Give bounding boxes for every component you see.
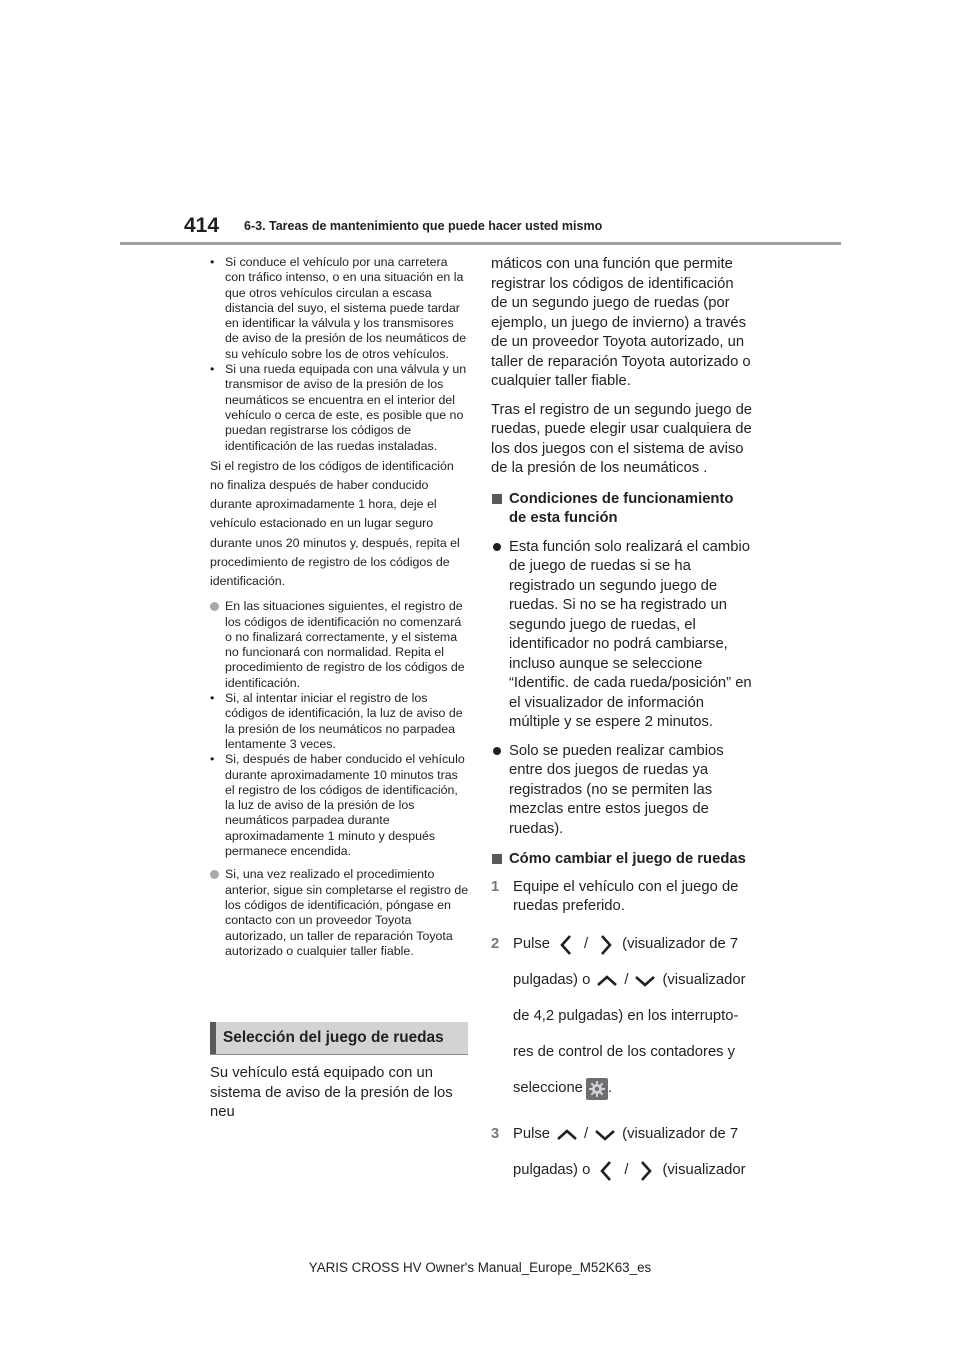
note-text: Si, una vez realizado el procedimiento anterior, sigue sin completarse el registro de los códigos de identificación, póngase en contacto con un proveedor Toyota autorizado, un taller de reparación Toyota autorizado o cualquier taller fiable. [225, 867, 469, 958]
paragraph-line: durante aproximadamente 1 hora, deje el [210, 497, 437, 512]
chevron-up-icon [595, 969, 619, 993]
footer: YARIS CROSS HV Owner's Manual_Europe_M52K63_es [308, 1260, 652, 1275]
paragraph-line: no finaliza después de haber conducido [210, 478, 429, 493]
chevron-left-icon [595, 1159, 619, 1183]
chevron-left-icon [555, 933, 579, 957]
subheading: Cómo cambiar el juego de ruedas [491, 850, 753, 870]
page-number: 414 [184, 214, 220, 237]
section-header: 6-3. Tareas de mantenimiento que puede hacer usted mismo [244, 219, 603, 233]
paragraph-line: identificación. [210, 574, 286, 589]
square-bullet-icon [492, 494, 502, 504]
settings-gear-icon [586, 1078, 608, 1100]
chevron-up-icon [555, 1123, 579, 1147]
left-column [210, 255, 470, 959]
paragraph-line: vehículo estacionado en un lugar seguro [210, 516, 434, 531]
list-item: • Si conduce el vehículo por una carretera con tráfico intenso, o en una situación en la que otros vehículos circulan a escasa distancia del suyo, el sistema puede tardar en identificar la válvula y los transmisores de aviso de la presión de los neumáticos de su vehículo sobre los de otros vehículos. [210, 255, 470, 362]
note-paragraph [210, 867, 470, 959]
paragraph-line: Si el registro de los códigos de identificación [210, 458, 454, 473]
bullet-icon [493, 747, 501, 755]
heading-bar [210, 1022, 216, 1054]
paragraph-line: durante unos 20 minutos y, después, repita el [210, 535, 460, 550]
paragraph: Tras el registro de un segundo juego de ruedas, puede elegir usar cualquiera de los dos juegos con el sistema de aviso de la presión de los neumáticos . [491, 401, 753, 476]
subheading: Condiciones de funcionamiento de esta función [491, 490, 753, 529]
chevron-down-icon [593, 1123, 617, 1147]
bullet-icon [493, 543, 501, 551]
section-heading [210, 1022, 468, 1055]
note-paragraph [210, 599, 470, 691]
list-item: • Si, después de haber conducido el vehículo durante aproximadamente 10 minutos tras el registro de los códigos de identificación, la luz de aviso de la presión de los neumáticos parpadea durante aproximadamente 1 minuto y después permanece encendida. [210, 752, 470, 859]
chevron-down-icon [633, 969, 657, 993]
intro-continuation [491, 255, 753, 392]
list-item: • Si, al intentar iniciar el registro de los códigos de identificación, la luz de aviso de la presión de los neumáticos no parpadea lentamente 3 veces. [210, 691, 470, 752]
intro-continuation-text: máticos con una función que permite registrar los códigos de identificación de un segundo juego de ruedas (por ejemplo, un juego de invierno) a través de un proveedor Toyota autorizado, un taller de reparación Toyota autorizado o cualquier taller fiable. [491, 256, 751, 389]
heading-text: Selección del juego de ruedas [223, 1029, 444, 1046]
step-2: 2 Pulse / (visualizador de 7 pulgadas) o / (visualizador de 4,2 pulgadas) en los interrupto- res de control de los contadores y seleccione . [491, 927, 753, 1107]
list-item: • Si una rueda equipada con una válvula y un transmisor de aviso de la presión de los neumáticos se encuentra en el interior del vehículo o cerca de este, es posible que no puedan registrarse los códigos de identificación de las ruedas instaladas. [210, 362, 470, 454]
paragraph-line: procedimiento de registro de los códigos de [210, 554, 450, 569]
note-bullet-icon [210, 870, 219, 879]
header-rule [120, 242, 841, 245]
note-bullet-icon [210, 602, 219, 611]
registration-paragraph [210, 457, 470, 591]
chevron-right-icon [593, 933, 617, 957]
list-item: Solo se pueden realizar cambios entre dos juegos de ruedas ya registrados (no se permiten las mezclas entre estos juegos de ruedas). [491, 742, 753, 840]
intro-paragraph: Su vehículo está equipado con un sistema de aviso de la presión de los neu [210, 1065, 453, 1120]
chevron-right-icon [633, 1159, 657, 1183]
step-3: 3 Pulse / (visualizador de 7 pulgadas) o / (visualizador [491, 1117, 753, 1189]
note-text: En las situaciones siguientes, el registro de los códigos de identificación no comenzará o no finalizará correctamente, y el sistema no funcionará con normalidad. Repita el procedimiento de registro de los códigos de identificación. [225, 599, 465, 690]
list-item: Esta función solo realizará el cambio de juego de ruedas si se ha registrado un segundo juego de ruedas. Si no se ha registrado un segundo juego de ruedas, el identificador no podrá cambiarse, incluso aunque se seleccione “Identific. de cada rueda/posición” en el visualizador de información múltiple y se espere 2 minutos. [491, 538, 753, 733]
square-bullet-icon [492, 854, 502, 864]
step-1: 1 Equipe el vehículo con el juego de ruedas preferido. [491, 878, 739, 914]
